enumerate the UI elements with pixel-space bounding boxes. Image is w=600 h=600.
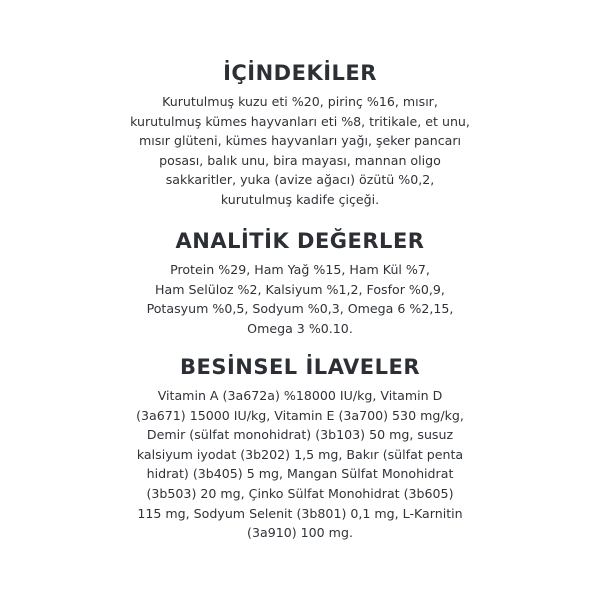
- nutritional-additives-line: hidrat) (3b405) 5 mg, Mangan Sülfat Monohidrat: [146, 466, 454, 482]
- ingredients-section: [0, 60, 600, 210]
- ingredients-line: kurutulmuş kadife çiçeği.: [220, 191, 380, 207]
- ingredients-line: Kurutulmuş kuzu eti %20, pirinç %16, mısır,: [162, 94, 438, 109]
- analytic-values-heading: ANALİTİK DEĞERLER: [175, 229, 425, 253]
- nutritional-additives-section: [0, 354, 600, 543]
- analytic-values-section: [0, 228, 600, 338]
- analytic-values-line: Omega 3 %0.10.: [247, 320, 353, 336]
- ingredients-text: [0, 92, 600, 210]
- ingredients-line: sakkaritler, yuka (avize ağacı) özütü %0,2,: [165, 172, 435, 188]
- nutritional-additives-line: 115 mg, Sodyum Selenit (3b801) 0,1 mg, L-Karnitin: [137, 505, 463, 521]
- ingredients-line: posası, balık unu, bira mayası, mannan oligo: [159, 152, 441, 168]
- nutritional-additives-line: kalsiyum iyodat (3b202) 1,5 mg, Bakır (sülfat penta: [136, 446, 464, 462]
- analytic-values-text: [0, 260, 600, 338]
- analytic-values-line: Potasyum %0,5, Sodyum %0,3, Omega 6 %2,15,: [146, 301, 454, 317]
- nutritional-additives-text: [0, 386, 600, 543]
- nutritional-additives-line: Vitamin A (3a672a) %18000 IU/kg, Vitamin D: [157, 388, 443, 403]
- analytic-values-line: Ham Selüloz %2, Kalsiyum %1,2, Fosfor %0,9,: [155, 281, 445, 297]
- nutritional-additives-heading: BESİNSEL İLAVELER: [179, 355, 421, 379]
- nutritional-additives-line: (3a910) 100 mg.: [247, 525, 353, 541]
- ingredients-line: kurutulmuş kümes hayvanları eti %8, tritikale, et unu,: [130, 113, 470, 129]
- nutritional-additives-line: Demir (sülfat monohidrat) (3b103) 50 mg, susuz: [146, 427, 454, 443]
- ingredients-heading: İÇİNDEKİLER: [223, 61, 377, 85]
- analytic-values-line: Protein %29, Ham Yağ %15, Ham Kül %7,: [170, 262, 430, 277]
- ingredients-line: mısır glüteni, kümes hayvanları yağı, şeker pancarı: [138, 133, 462, 149]
- nutritional-additives-line: (3a671) 15000 IU/kg, Vitamin E (3a700) 530 mg/kg,: [136, 407, 464, 423]
- nutritional-additives-line: (3b503) 20 mg, Çinko Sülfat Monohidrat (3b605): [146, 485, 454, 501]
